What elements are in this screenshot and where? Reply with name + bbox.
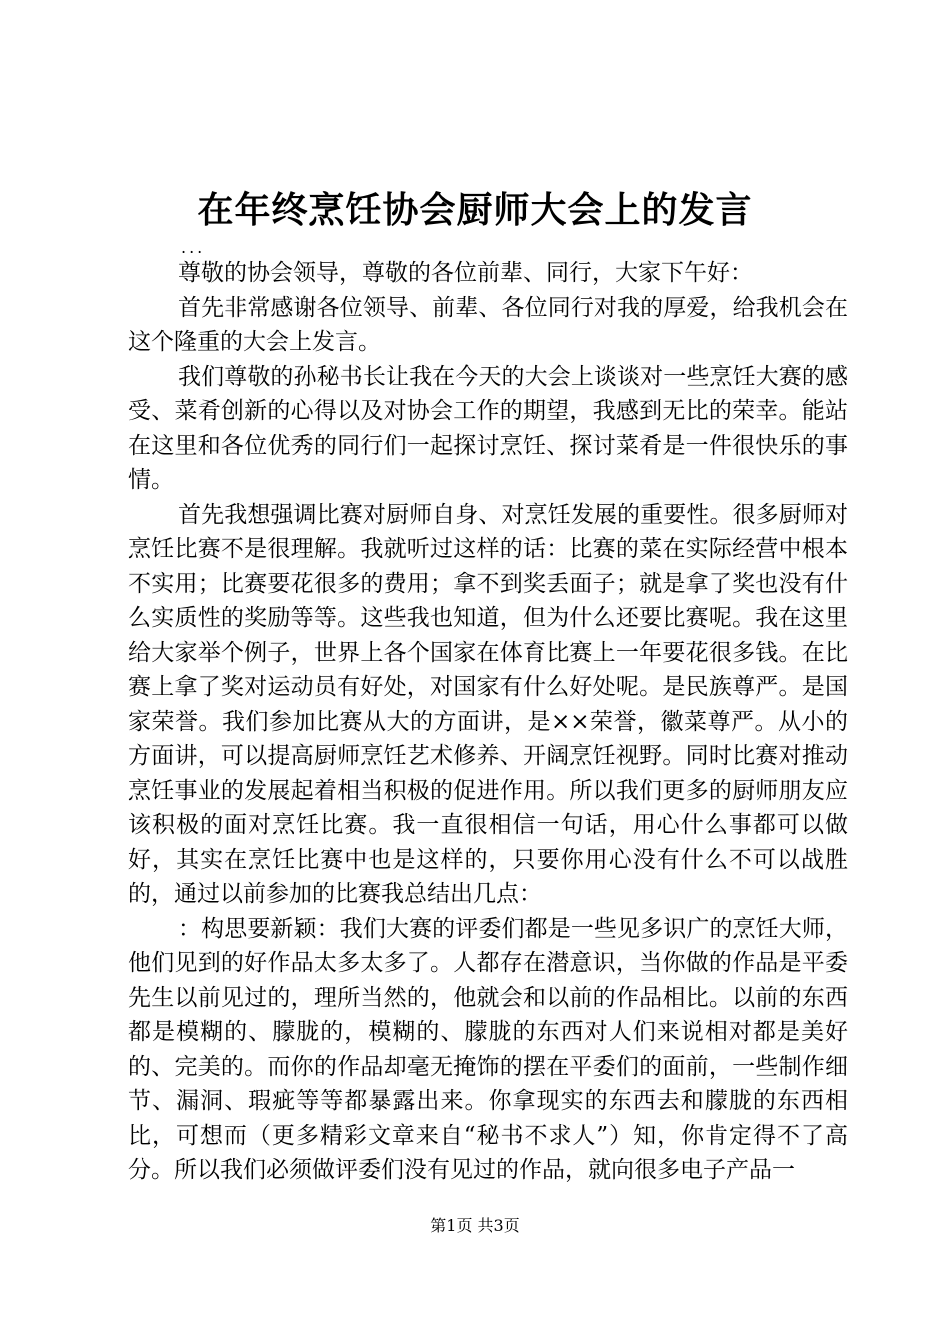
- page-number: 第1页 共3页: [430, 1216, 520, 1235]
- paragraph-honor: 我们尊敬的孙秘书长让我在今天的大会上谈谈对一些烹饪大赛的感受、菜肴创新的心得以及对协会工作的期望，我感到无比的荣幸。能站在这里和各位优秀的同行们一起探讨烹饪、探讨菜肴是一件很快乐的事情。: [128, 363, 848, 493]
- title-ellipsis: ...: [181, 238, 206, 257]
- paragraph-thanks: 首先非常感谢各位领导、前辈、各位同行对我的厚爱，给我机会在这个隆重的大会上发言。: [128, 294, 848, 355]
- paragraph-concept-novelty: ：构思要新颖：我们大赛的评委们都是一些见多识广的烹饪大师，他们见到的好作品太多太多了。人都存在潜意识，当你做的作品是平委先生以前见过的，理所当然的，他就会和以前的作品相比。以前的东西都是模糊的、朦胧的，模糊的、朦胧的东西对人们来说相对都是美好的、完美的。而你的作品却毫无掩饰的摆在平委们的面前，一些制作细节、漏洞、瑕疵等等都暴露出来。你拿现实的东西去和朦胧的东西相比，可想而（更多精彩文章来自“秘书不求人”）知，你肯定得不了高分。所以我们必须做评委们没有见过的作品，就向很多电子产品一: [128, 915, 848, 1183]
- document-title: 在年终烹饪协会厨师大会上的发言: [197, 189, 753, 231]
- document-body: [128, 256, 848, 1188]
- paragraph-greeting: 尊敬的协会领导，尊敬的各位前辈、同行，大家下午好：: [178, 260, 753, 286]
- paragraph-competition-importance: 首先我想强调比赛对厨师自身、对烹饪发展的重要性。很多厨师对烹饪比赛不是很理解。我就听过这样的话：比赛的菜在实际经营中根本不实用；比赛要花很多的费用；拿不到奖丢面子；就是拿了奖也没有什么实质性的奖励等等。这些我也知道，但为什么还要比赛呢。我在这里给大家举个例子，世界上各个国家在体育比赛上一年要花很多钱。在比赛上拿了奖对运动员有好处，对国家有什么好处呢。是民族尊严。是国家荣誉。我们参加比赛从大的方面讲，是××荣誉，徽菜尊严。从小的方面讲，可以提高厨师烹饪艺术修养、开阔烹饪视野。同时比赛对推动烹饪事业的发展起着相当积极的促进作用。所以我们更多的厨师朋友应该积极的面对烹饪比赛。我一直很相信一句话，用心什么事都可以做好，其实在烹饪比赛中也是这样的，只要你用心没有什么不可以战胜的，通过以前参加的比赛我总结出几点：: [128, 501, 848, 907]
